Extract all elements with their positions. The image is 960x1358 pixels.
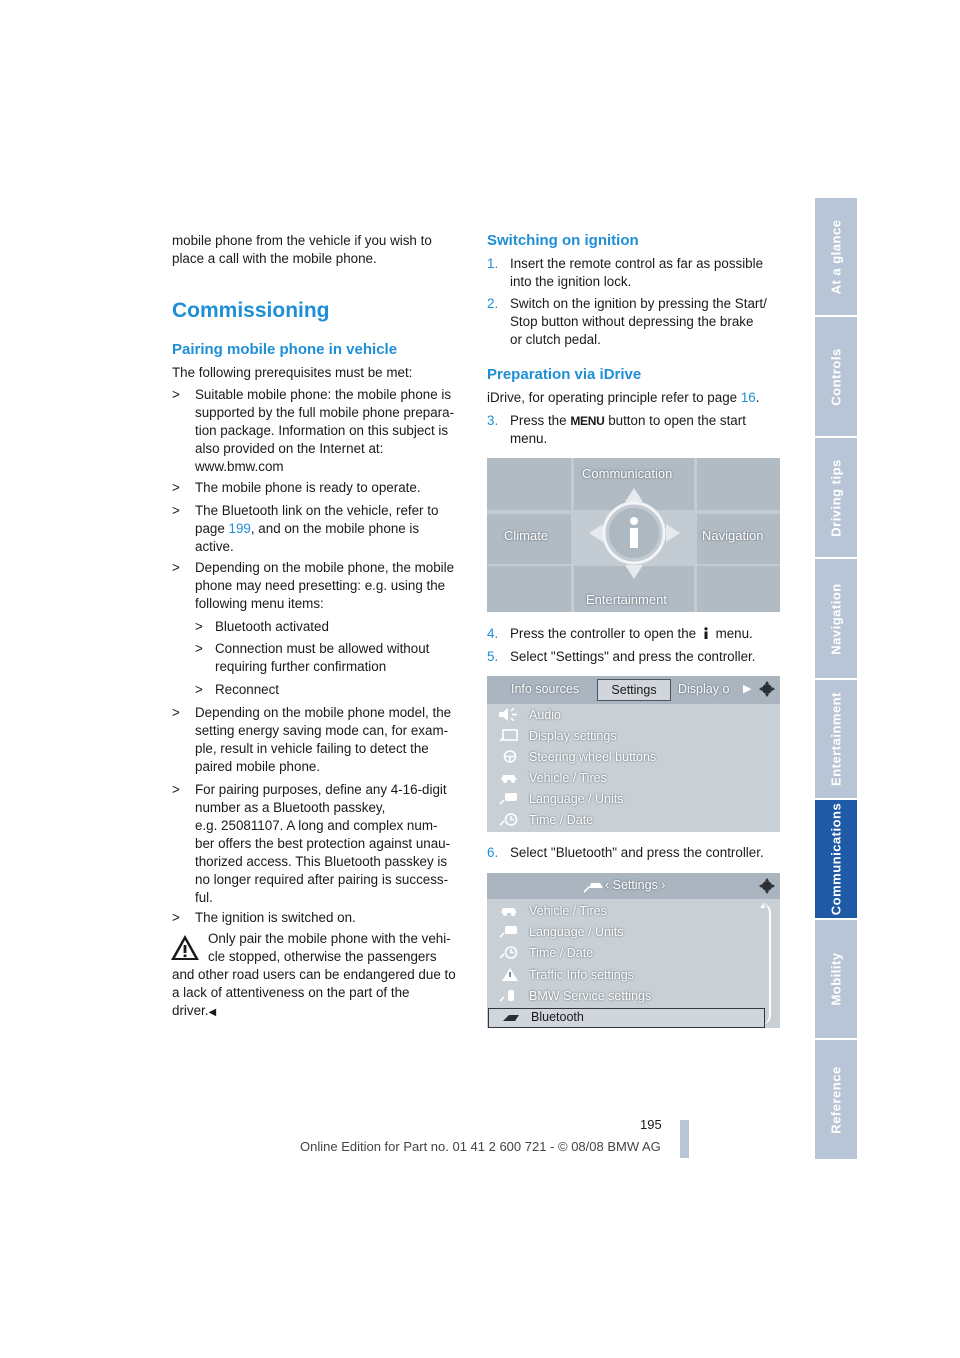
menu-item-language-units[interactable]: Language / Units bbox=[487, 922, 766, 943]
menu-item-traffic-info[interactable]: Traffic Info settings bbox=[487, 965, 766, 986]
menu-button-glyph: MENU bbox=[570, 414, 605, 428]
settings-car-icon bbox=[583, 879, 605, 893]
tab-display[interactable]: Display o bbox=[678, 682, 730, 696]
service-icon bbox=[499, 989, 519, 1002]
menu-item-time-date[interactable]: Time / Date bbox=[487, 943, 766, 964]
screen2-tabbar bbox=[487, 676, 780, 704]
warning-triangle-icon bbox=[499, 968, 519, 981]
sidebar-tab-mobility[interactable]: Mobility bbox=[815, 920, 857, 1040]
menu-item-vehicle-tires[interactable]: Vehicle / Tires bbox=[487, 768, 766, 789]
sidebar-tab-controls[interactable]: Controls bbox=[815, 317, 857, 438]
menu-item-bluetooth[interactable]: Bluetooth bbox=[488, 1008, 765, 1028]
sidebar-tab-reference[interactable]: Reference bbox=[815, 1040, 857, 1161]
end-mark: ◀ bbox=[208, 1007, 217, 1018]
info-icon[interactable] bbox=[587, 486, 682, 581]
tab-info-sources[interactable]: Info sources bbox=[511, 682, 580, 696]
heading-commissioning: Commissioning bbox=[172, 299, 330, 322]
tile-empty-tl bbox=[487, 458, 571, 510]
start-menu-screenshot bbox=[487, 458, 780, 612]
language-icon bbox=[499, 792, 519, 805]
bluetooth-menu-screenshot bbox=[487, 873, 780, 1028]
page-link-16[interactable]: 16 bbox=[740, 390, 756, 405]
tile-communication[interactable]: Communication bbox=[574, 458, 694, 510]
sidebar-tab-driving-tips[interactable]: Driving tips bbox=[815, 438, 857, 559]
bluetooth-icon bbox=[501, 1011, 521, 1024]
display-icon bbox=[499, 729, 519, 742]
menu-item-time-date[interactable]: Time / Date bbox=[487, 810, 766, 831]
right-arrow-icon: ▶ bbox=[743, 683, 752, 695]
info-icon-inline bbox=[703, 626, 709, 638]
car-icon bbox=[499, 904, 519, 917]
sidebar-tab-navigation[interactable]: Navigation bbox=[815, 559, 857, 680]
controller-icon bbox=[759, 878, 775, 894]
tile-empty-br bbox=[697, 566, 780, 612]
steering-wheel-icon bbox=[499, 750, 519, 763]
heading-preparation-idrive: Preparation via iDrive bbox=[487, 366, 642, 383]
menu-item-vehicle-tires[interactable]: Vehicle / Tires bbox=[487, 901, 766, 922]
heading-pairing: Pairing mobile phone in vehicle bbox=[172, 341, 398, 358]
edition-line: Online Edition for Part no. 01 41 2 600 721 - © 08/08 BMW AG bbox=[300, 1139, 661, 1154]
menu-item-display-settings[interactable]: Display settings bbox=[487, 726, 766, 747]
warning-text: Only pair the mobile phone with the vehi- cle stopped, otherwise the passengers and other road users can be endangered due to a lack of attentiveness on the part of the driver.◀ bbox=[172, 931, 456, 1018]
page-number-bar bbox=[680, 1120, 689, 1158]
intro-paragraph: mobile phone from the vehicle if you wish to place a call with the mobile phone. bbox=[172, 233, 432, 266]
prereq-intro: The following prerequisites must be met: bbox=[172, 365, 413, 380]
heading-switching-ignition: Switching on ignition bbox=[487, 232, 639, 249]
settings-menu-screenshot bbox=[487, 676, 780, 832]
tab-settings[interactable]: Settings bbox=[597, 679, 671, 701]
audio-icon bbox=[499, 708, 519, 721]
screen3-title: ‹ Settings › bbox=[605, 878, 666, 892]
sidebar-tab-communications[interactable]: Communications bbox=[815, 800, 857, 920]
tile-navigation[interactable]: Navigation bbox=[697, 514, 780, 564]
menu-item-bmw-service[interactable]: BMW Service settings bbox=[487, 986, 766, 1007]
tile-climate[interactable]: Climate bbox=[487, 514, 571, 564]
screen3-header bbox=[487, 873, 780, 899]
page-number: 195 bbox=[640, 1117, 662, 1132]
language-icon bbox=[499, 925, 519, 938]
menu-item-language-units[interactable]: Language / Units bbox=[487, 789, 766, 810]
menu-item-audio[interactable]: Audio bbox=[487, 705, 766, 726]
tile-entertainment[interactable]: Entertainment bbox=[574, 566, 694, 612]
page-link-199[interactable]: 199 bbox=[228, 521, 251, 536]
controller-icon bbox=[759, 681, 775, 697]
car-icon bbox=[499, 771, 519, 784]
menu-item-steering-wheel[interactable]: Steering wheel buttons bbox=[487, 747, 766, 768]
clock-icon bbox=[499, 946, 519, 959]
clock-icon bbox=[499, 813, 519, 826]
tile-empty-bl bbox=[487, 566, 571, 612]
idrive-intro: iDrive, for operating principle refer to page 16. bbox=[487, 390, 760, 405]
scroll-up-icon: ▲ bbox=[759, 901, 767, 910]
sidebar-tab-at-a-glance[interactable]: At a glance bbox=[815, 198, 857, 317]
sidebar-tab-entertainment[interactable]: Entertainment bbox=[815, 680, 857, 800]
tile-empty-tr bbox=[697, 458, 780, 510]
